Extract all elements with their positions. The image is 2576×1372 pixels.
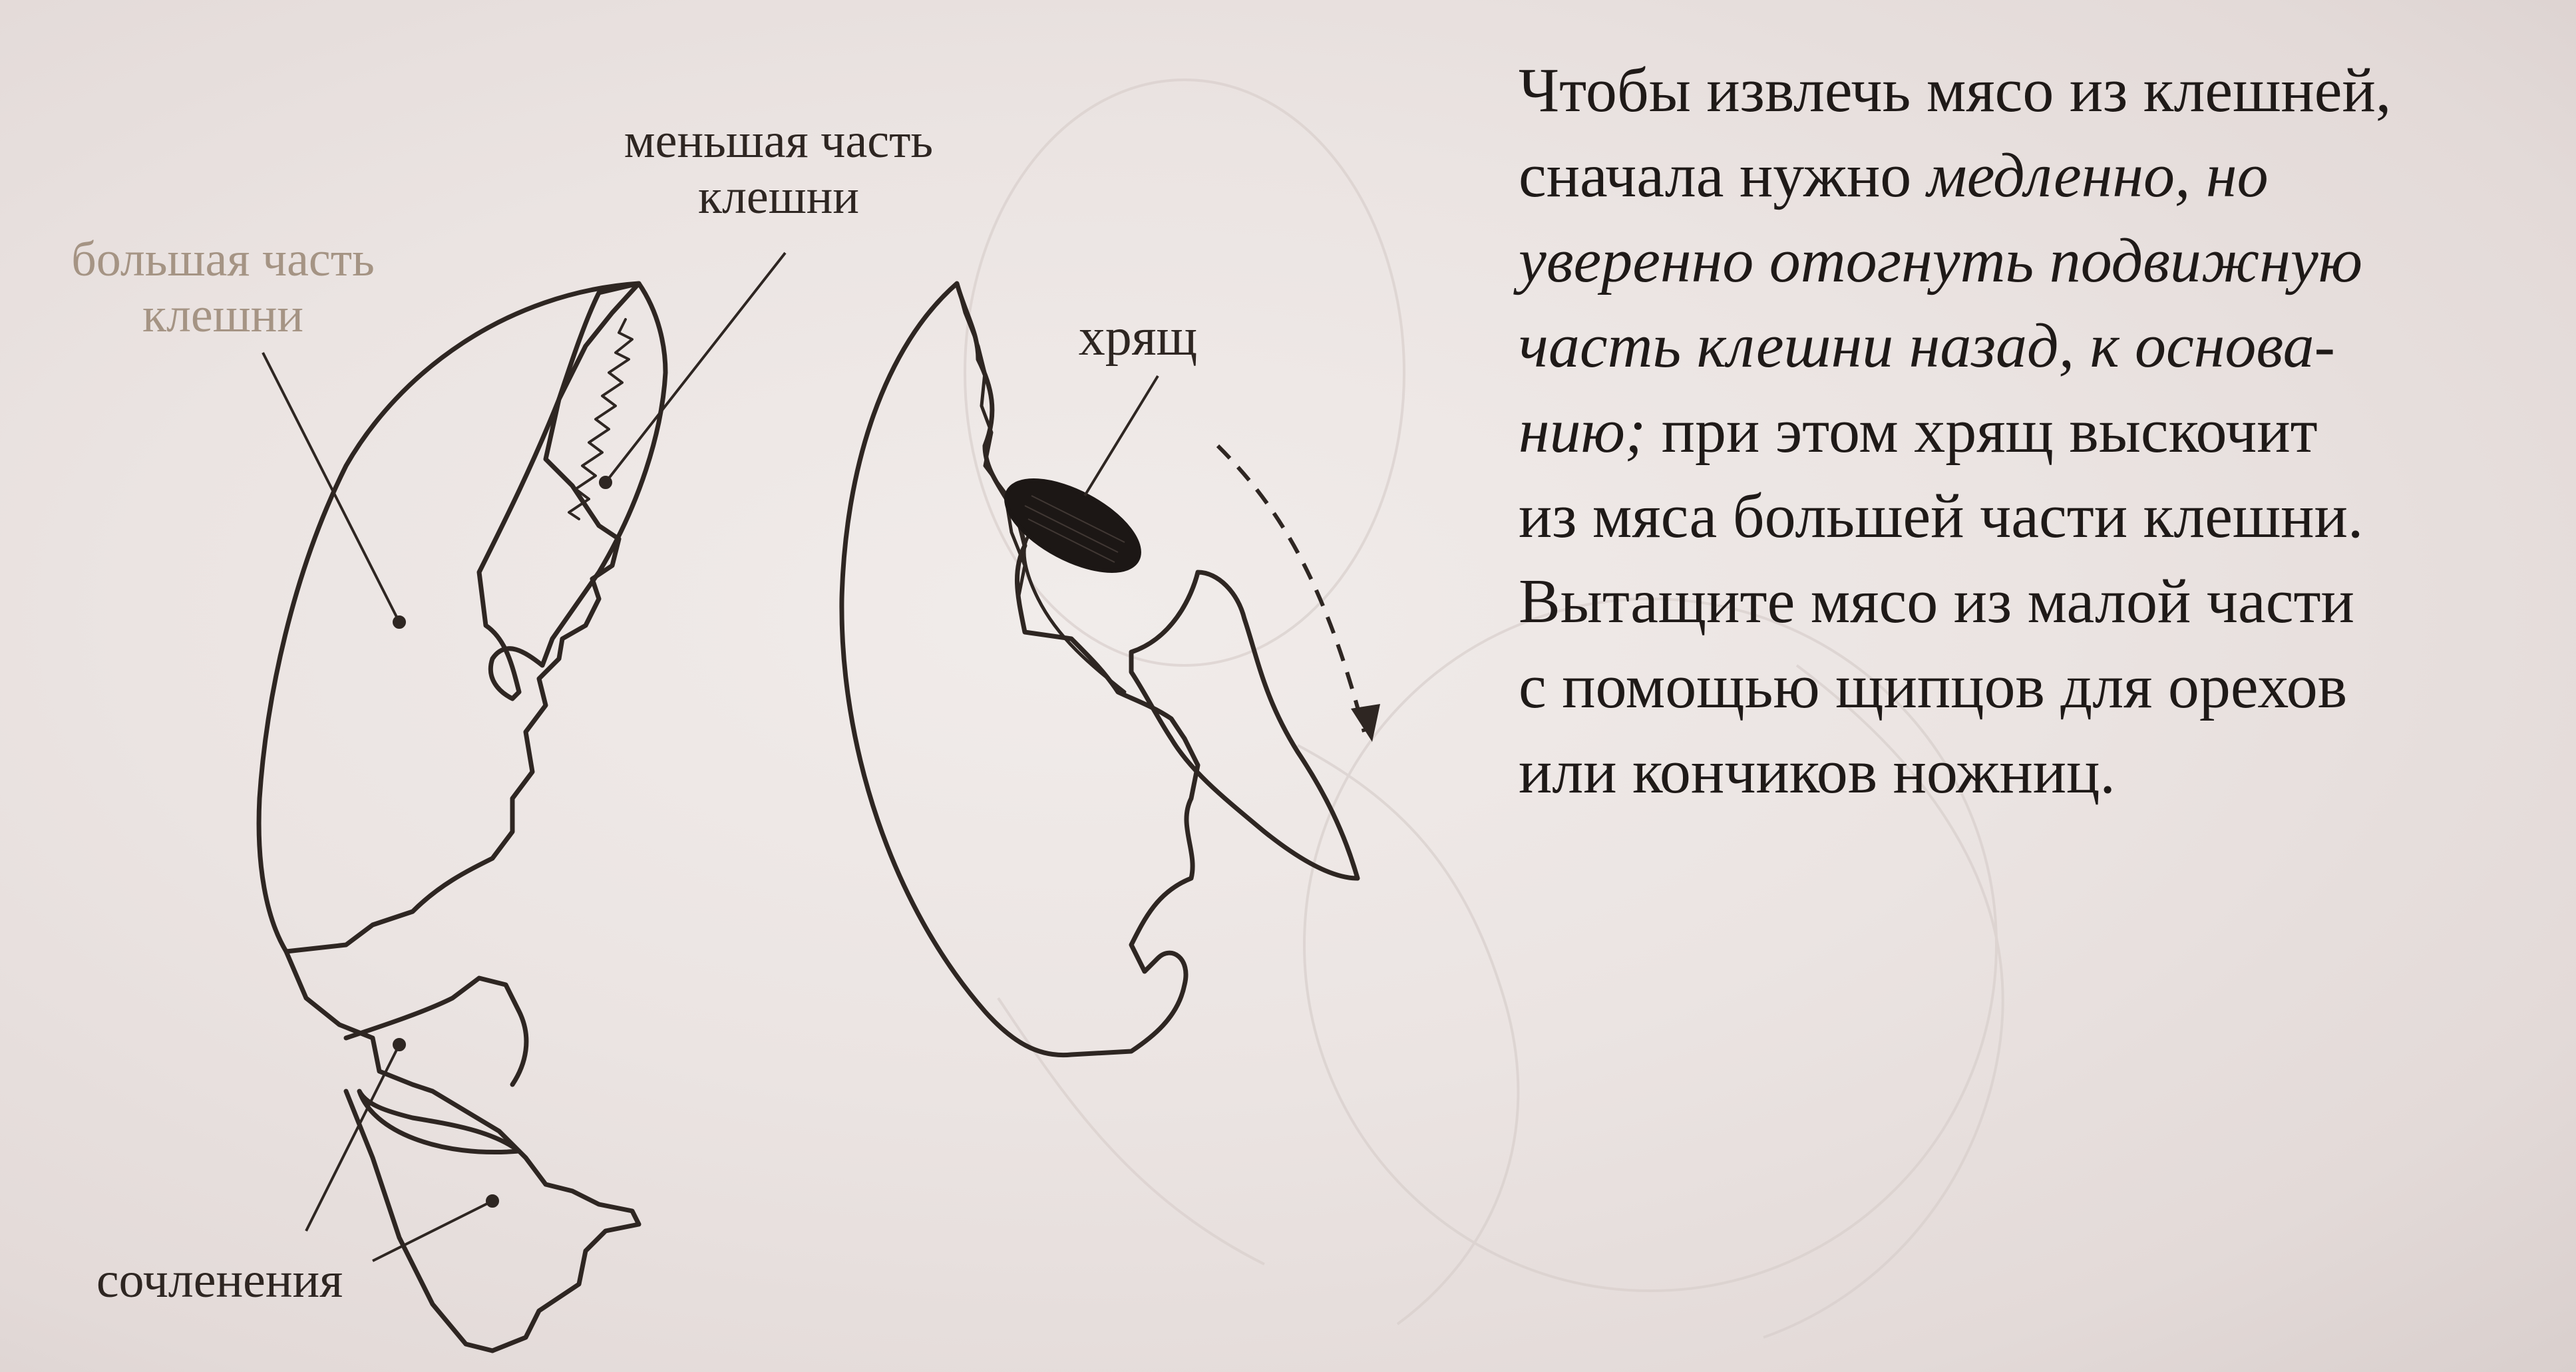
instruction-segment-italic: часть клешни назад, к основа-: [1519, 311, 2335, 381]
label-small-claw-part: [566, 113, 992, 225]
instruction-line: [1519, 729, 2557, 814]
label-large-claw-part: [10, 232, 436, 343]
label-large-claw-part-line1: большая часть: [71, 232, 375, 287]
motion-arrow: [1218, 446, 1364, 732]
large-claw-outline: [259, 283, 639, 951]
instruction-segment: Вытащите мясо из малой части: [1519, 567, 2354, 636]
right-leader-lines: [1085, 376, 1158, 496]
label-small-claw-part-line2: клешни: [698, 170, 859, 224]
instruction-line: [1519, 133, 2557, 218]
instruction-segment-italic: медленно, но: [1927, 141, 2269, 210]
instruction-segment: или кончиков ножниц.: [1519, 737, 2116, 806]
instruction-line: [1519, 474, 2557, 559]
label-small-claw-part-line1: меньшая часть: [624, 114, 934, 168]
whole-claw-drawing: [259, 283, 665, 1351]
label-joints: сочленения: [96, 1252, 343, 1308]
instruction-segment: из мяса большей части клешни.: [1519, 482, 2364, 551]
instruction-text: [1519, 48, 2557, 814]
instruction-segment-italic: нию;: [1519, 397, 1646, 466]
joint-crescent: [359, 1091, 519, 1152]
instruction-line: [1519, 303, 2557, 389]
leader-cartilage: [1085, 376, 1158, 496]
instruction-segment: сначала нужно: [1519, 141, 1927, 210]
instruction-segment: при этом хрящ выскочит: [1646, 397, 2318, 466]
instruction-segment-italic: уверенно отогнуть подвижную: [1519, 226, 2362, 295]
first-joint: [346, 978, 526, 1085]
instruction-line: [1519, 644, 2557, 729]
small-claw-teeth: [569, 319, 632, 519]
instruction-line: [1519, 389, 2557, 474]
label-large-claw-part-line2: клешни: [142, 288, 303, 343]
left-leader-lines: [263, 253, 785, 1261]
instruction-line: [1519, 218, 2557, 303]
instruction-line: [1519, 559, 2557, 644]
opened-claw-drawing: [842, 283, 1358, 1055]
instruction-segment: Чтобы извлечь мясо из клешней,: [1519, 56, 2392, 125]
instruction-segment: с помощью щипцов для орехов: [1519, 652, 2348, 721]
leader-large-part: [263, 353, 399, 622]
instruction-line: [1519, 48, 2557, 133]
label-cartilage: хрящ: [1078, 308, 1198, 367]
small-claw-outline: [479, 283, 665, 699]
